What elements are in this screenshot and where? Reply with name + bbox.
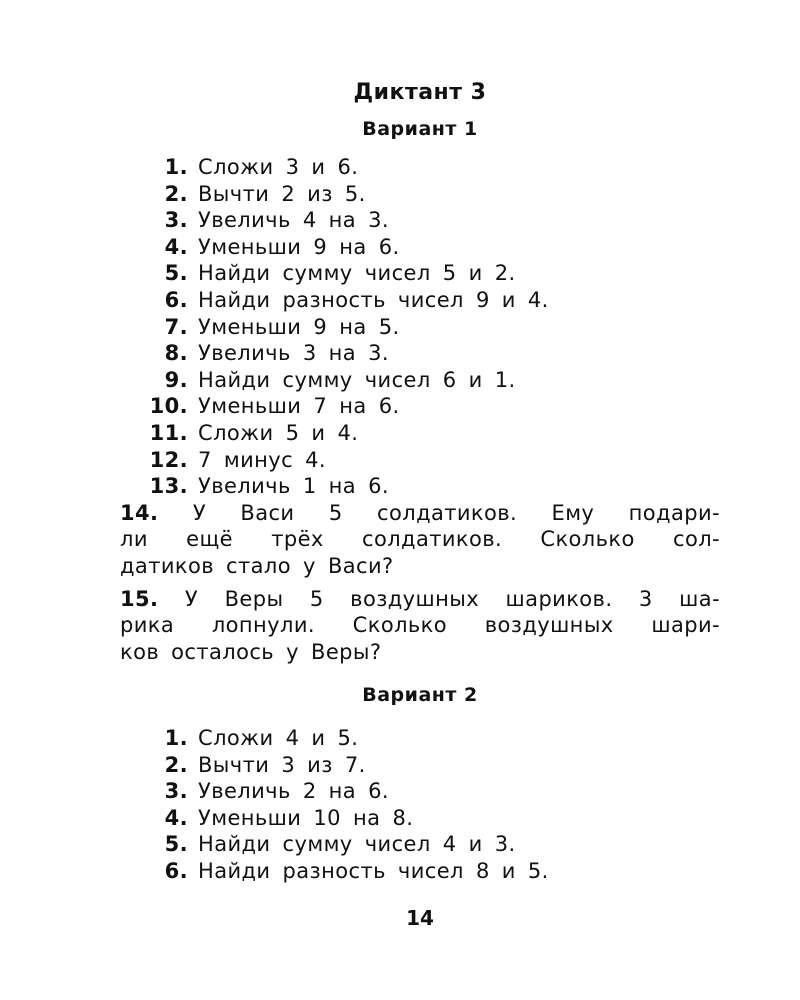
list-item [120,858,720,885]
item-number: 8. [164,341,188,366]
list-item [120,805,720,832]
item-text: Найди сумму чисел 6 и 1. [198,367,516,392]
problem-line [120,586,720,613]
dictation-title: Диктант 3 [353,80,487,105]
item-text: Сложи 3 и 6. [198,155,359,179]
item-number: 15. [120,586,159,611]
item-text: Уменьши 9 на 5. [198,314,400,339]
item-text: Найди сумму чисел 4 и 3. [198,832,516,857]
item-number: 12. [149,447,188,472]
variant-1-list [120,154,720,665]
list-item [120,778,720,805]
item-number: 3. [164,208,188,233]
list-item [120,725,720,752]
item-text: Найди разность чисел 9 и 4. [198,287,549,312]
item-text: Увеличь 1 на 6. [198,474,389,499]
item-text: Сложи 5 и 4. [198,420,359,445]
list-item [120,314,720,341]
word-problem-15 [120,586,720,666]
item-number: 1. [164,726,188,750]
list-item [120,154,720,181]
item-number: 6. [164,858,188,883]
item-text: 7 минус 4. [198,447,326,472]
item-number: 9. [164,367,188,392]
variant-1-heading: Вариант 1 [362,118,478,140]
list-item [120,367,720,394]
item-number: 4. [164,805,188,830]
item-number: 11. [149,420,188,445]
item-number: 2. [164,181,188,206]
list-item [120,393,720,420]
list-item [120,287,720,314]
list-item [120,340,720,367]
item-text: Найди сумму чисел 5 и 2. [198,261,516,286]
list-item [120,181,720,208]
list-item [120,420,720,447]
list-item [120,831,720,858]
item-number: 4. [164,234,188,259]
item-text: Найди разность чисел 8 и 5. [198,858,549,883]
item-number: 10. [149,394,188,419]
item-number: 14. [120,500,159,525]
item-number: 7. [164,314,188,339]
item-text: Увеличь 3 на 3. [198,341,389,366]
problem-line: рика лопнули. Сколько воздушных шари- [120,613,720,638]
problem-text: У Веры 5 воздушных шариков. 3 ша- [184,586,721,611]
item-number: 13. [149,474,188,499]
item-text: Вычти 3 из 7. [198,752,366,777]
list-item [120,473,720,500]
item-number: 3. [164,779,188,804]
list-item [120,234,720,261]
item-number: 5. [164,261,188,286]
item-number: 1. [164,155,188,179]
item-text: Вычти 2 из 5. [198,181,366,206]
item-text: Уменьши 7 на 6. [198,394,400,419]
item-number: 2. [164,752,188,777]
item-number: 5. [164,832,188,857]
page-number: 14 [406,906,434,930]
item-text: Сложи 4 и 5. [198,726,359,750]
problem-text: У Васи 5 солдатиков. Ему подари- [192,500,720,525]
list-item [120,447,720,474]
item-text: Увеличь 2 на 6. [198,779,389,804]
problem-line: ков осталось у Веры? [120,639,382,664]
problem-line: ли ещё трёх солдатиков. Сколько сол- [120,527,720,552]
word-problem-14 [120,500,720,580]
item-text: Увеличь 4 на 3. [198,208,389,233]
variant-2-heading: Вариант 2 [362,684,478,706]
variant-2-list [120,725,720,885]
problem-line [120,500,720,527]
list-item [120,260,720,287]
item-text: Уменьши 9 на 6. [198,234,400,259]
item-number: 6. [164,287,188,312]
list-item [120,207,720,234]
problem-line: датиков стало у Васи? [120,553,394,578]
list-item [120,752,720,779]
item-text: Уменьши 10 на 8. [198,805,414,830]
